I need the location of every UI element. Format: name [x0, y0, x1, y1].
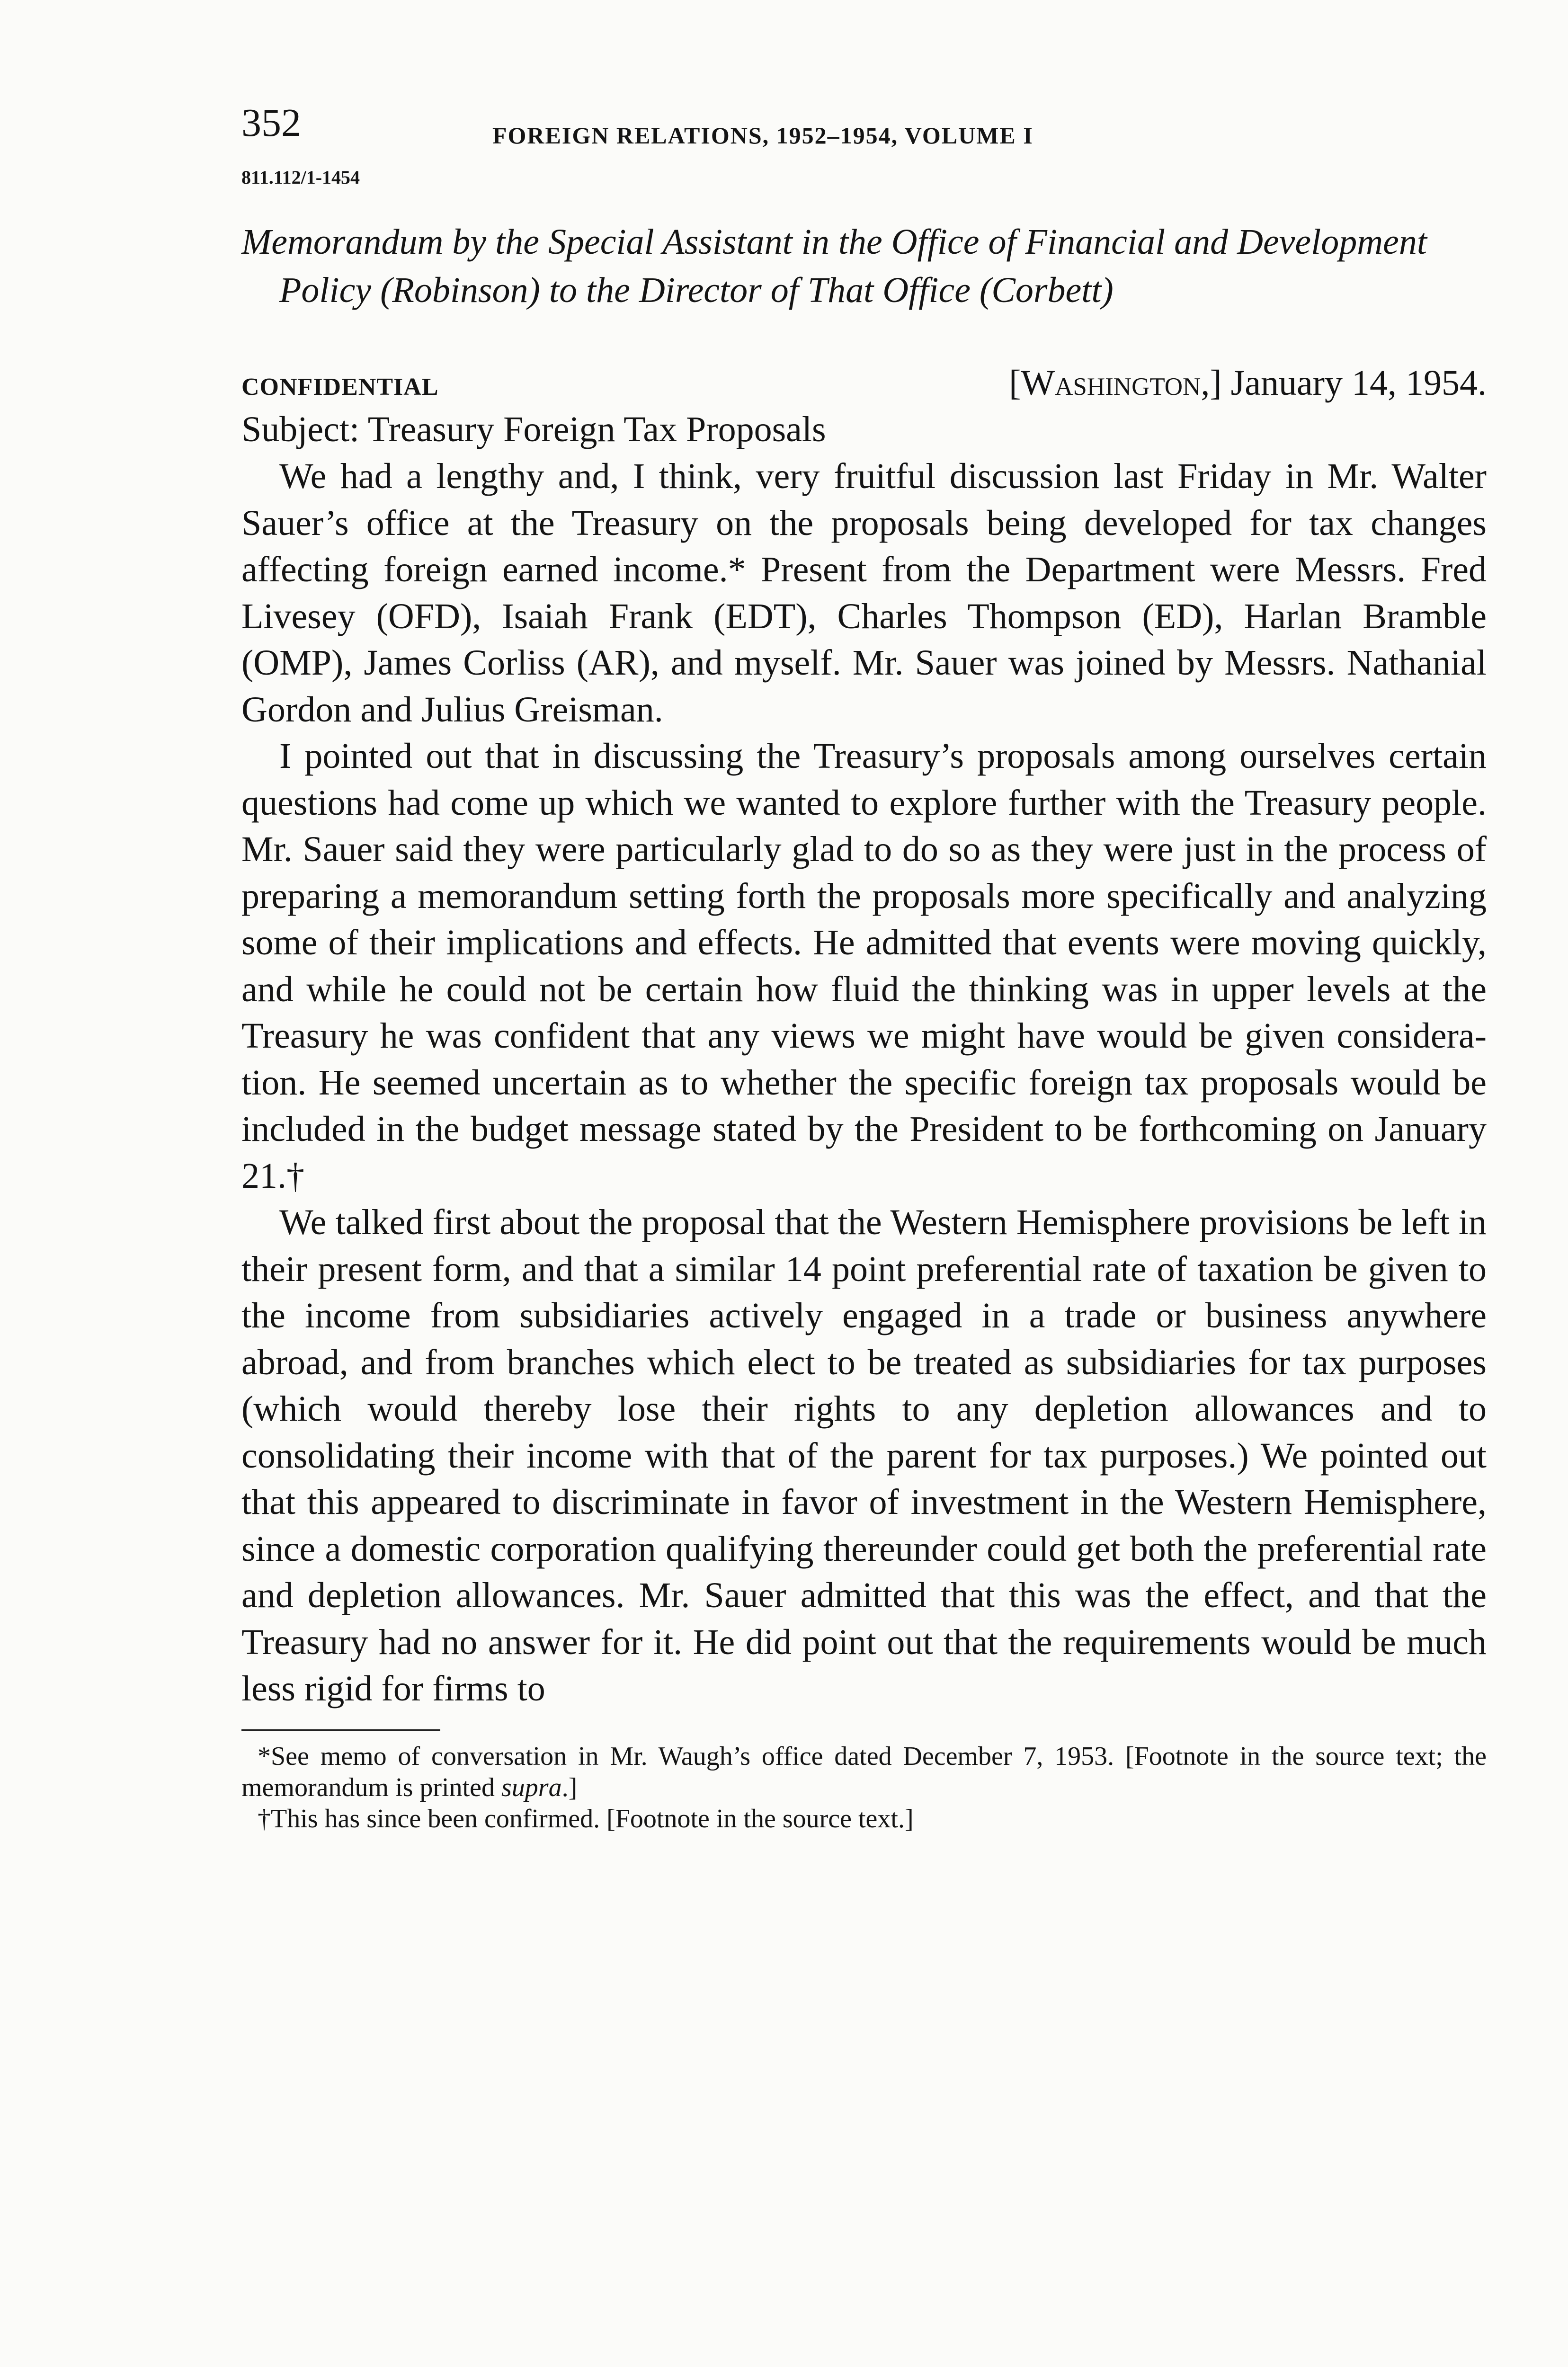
subject-line: Subject: Treasury Foreign Tax Proposals [241, 409, 826, 449]
page-number: 352 [241, 101, 301, 145]
classification-label: CONFIDENTIAL [241, 374, 439, 400]
dateline [1009, 363, 1487, 404]
footnote-1-text: *See memo of conversation in Mr. Waugh’s office dated December 7, 1953. [Footnote in the source text; the memorandum is printed [241, 1741, 1487, 1802]
footnote-1-italic: supra [501, 1772, 562, 1802]
footnote-2: †This has since been confirmed. [Footnote in the source text.] [258, 1804, 914, 1833]
dateline-bracket-close: ,] [1201, 363, 1222, 403]
body-paragraph-1: We had a lengthy and, I think, very fruitful discussion last Friday in Mr. Walter Sauer’s office at the Treasury on the proposals being developed for tax changes affecting foreign earned income.* Present from the Department were Messrs. Fred Livesey (OFD), Isaiah Frank (EDT), Charles Thompson (ED), Harlan Bramble (OMP), James Corliss (AR), and myself. Mr. Sauer was joined by Messrs. Nathanial Gordon and Julius Greisman. [241, 456, 1487, 730]
page-content [241, 99, 1487, 1834]
classification-dateline [241, 363, 1487, 404]
footnote-divider [241, 1729, 440, 1731]
dateline-place: Washington [1021, 363, 1201, 403]
footnote-1 [241, 1741, 1487, 1803]
running-header [241, 99, 1487, 161]
dateline-date: January 14, 1954. [1230, 363, 1487, 403]
body-paragraph-3: We talked first about the proposal that the Western Hemisphere provisions be left in their present form, and that a similar 14 point preferential rate of taxation be given to the income from subsidiaries actively engaged in a trade or business anywhere abroad, and from branches which elect to be treated as subsidiaries for tax purposes (which would thereby lose their rights to any depletion allowances and to consolidating their income with that of the parent for tax purposes.) We pointed out that this appeared to discriminate in favor of investment in the Western Hemisphere, since a domestic corporation qualifying thereunder could get both the preferential rate and depletion allowances. Mr. Sauer admitted that this was the effect, and that the Treasury had no answer for it. He did point out that the requirements would be much less rigid for firms to [241, 1202, 1487, 1709]
footnotes [241, 1741, 1487, 1834]
footnote-1-end: .] [561, 1772, 578, 1802]
running-title: FOREIGN RELATIONS, 1952–1954, VOLUME I [492, 122, 1033, 149]
body-paragraph-2: I pointed out that in discussing the Treasury’s proposals among ourselves certain questions had come up which we wanted to explore further with the Treasury people. Mr. Sauer said they were particularly glad to do so as they were just in the process of preparing a memorandum setting forth the proposals more specifically and analyzing some of their implications and effects. He admitted that events were moving quickly, and while he could not be certain how fluid the thinking was in upper levels at the Treasury he was confident that any views we might have would be given consideration. He seemed uncertain as to whether the specific foreign tax proposals would be included in the budget message stated by the President to be forthcoming on January 21.† [241, 736, 1487, 1196]
file-number: 811.112/1-1454 [241, 167, 360, 188]
dateline-bracket-open: [ [1009, 363, 1021, 403]
document-title: Memorandum by the Special Assistant in the Office of Financial and Development Policy (Robinson) to the Director of That Office (Corbett) [241, 222, 1427, 310]
